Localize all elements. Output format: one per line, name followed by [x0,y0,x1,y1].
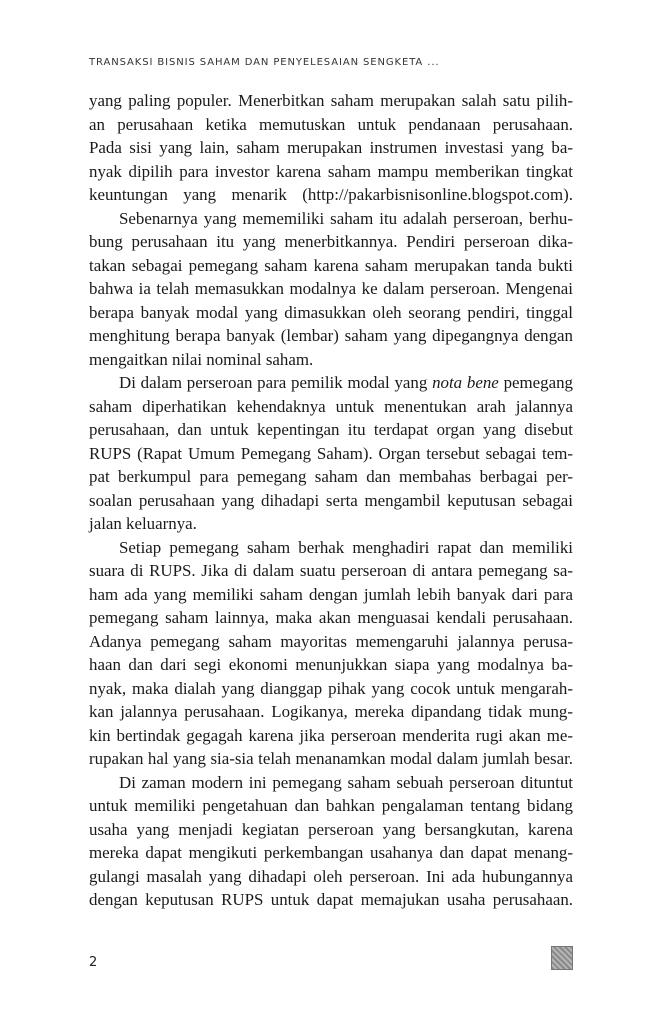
text-line: kan jalannya perusahaan. Logikanya, mereka dipandang tidak mung- [89,702,573,721]
text-line: bahwa ia telah memasukkan modalnya ke dalam perseroan. Mengenai [89,279,573,298]
text-line: Adanya pemegang saham mayoritas memengaruhi jalannya perusa- [89,631,573,651]
paragraph-4 [89,536,573,771]
text-line: mereka dapat mengikuti perkembangan usahanya dan dapat menang- [89,843,573,862]
text-line: yang paling populer. Menerbitkan saham merupakan salah satu pilih- [89,91,573,110]
text-line: nyak, maka dialah yang dianggap pihak yang cocok untuk mengarah- [89,678,573,698]
paragraph-3 [89,371,573,536]
text-line: an perusahaan ketika memutuskan untuk pendanaan perusahaan. [89,114,573,134]
paragraph-5 [89,771,573,912]
text-line: jalan keluarnya. [89,514,197,533]
text-line: pat berkumpul para pemegang saham dan membahas berbagai per- [89,467,573,486]
text-line: kin bertindak gegagah karena jika perseroan menderita rugi akan me- [89,725,573,745]
text-line: bung perusahaan itu yang menerbitkannya. Pendiri perseroan dika- [89,232,573,251]
text-line: mengaitkan nilai nominal saham. [89,349,314,369]
text-line: saham diperhatikan kehendaknya untuk menentukan arah jalannya [89,396,573,416]
paragraph-1 [89,89,573,207]
text-line: gulangi masalah yang dihadapi oleh perseroan. Ini ada hubungannya [89,866,573,886]
text-line: Sebenarnya yang mememiliki saham itu adalah perseroan, berhu- [119,208,573,228]
body-text [89,89,573,912]
text-line: Di zaman modern ini pemegang saham sebuah perseroan dituntut [119,772,573,792]
text-line: menghitung berapa banyak (lembar) saham yang dipegangnya dengan [89,326,573,345]
text-line: RUPS (Rapat Umum Pemegang Saham). Organ tersebut sebagai tem- [89,443,573,463]
text-line: untuk memiliki pengetahuan dan bahkan pengalaman tentang bidang [89,796,573,815]
text-line: pemegang saham lainnya, maka akan menguasai kendali perusahaan. [89,608,573,627]
text-line: perusahaan, dan untuk kepentingan itu terdapat organ yang disebut [89,420,573,439]
text-line: rupakan hal yang sia-sia telah menanamkan modal dalam jumlah besar. [89,749,573,768]
text-line: Setiap pemegang saham berhak menghadiri rapat dan memiliki [119,537,573,557]
page-number: 2 [89,955,98,970]
italic-term: nota bene [432,373,499,392]
text-line: soalan perusahaan yang dihadapi serta mengambil keputusan sebagai [89,490,573,510]
text-run: Di dalam perseroan para pemilik modal yang [119,373,433,392]
paragraph-2 [89,207,573,372]
text-line: suara di RUPS. Jika di dalam suatu perseroan di antara pemegang sa- [89,561,573,580]
running-header: TRANSAKSI BISNIS SAHAM DAN PENYELESAIAN SENGKETA ... [89,57,440,68]
text-line: nyak dipilih para investor karena saham mampu memberikan tingkat [89,161,573,181]
text-line: usaha yang menjadi kegiatan perseroan yang bersangkutan, karena [89,819,573,839]
text-line: dengan keputusan RUPS untuk dapat memajukan usaha perusahaan. [89,890,573,909]
text-line: Pada sisi yang lain, saham merupakan instrumen investasi yang ba- [89,138,573,157]
text-line: ham ada yang memiliki saham dengan jumlah lebih banyak dari para [89,584,573,604]
text-line: takan sebagai pemegang saham karena saham merupakan tanda bukti [89,255,573,275]
text-run: pemegang [498,373,573,392]
text-line: keuntungan yang menarik (http://pakarbisnisonline.blogspot.com). [89,185,573,204]
text-line: berapa banyak modal yang dimasukkan oleh seorang pendiri, tinggal [89,302,573,322]
text-line: haan dan dari segi ekonomi menunjukkan siapa yang modalnya ba- [89,655,573,674]
corner-ornament-icon [551,946,573,970]
text-line [89,371,573,395]
